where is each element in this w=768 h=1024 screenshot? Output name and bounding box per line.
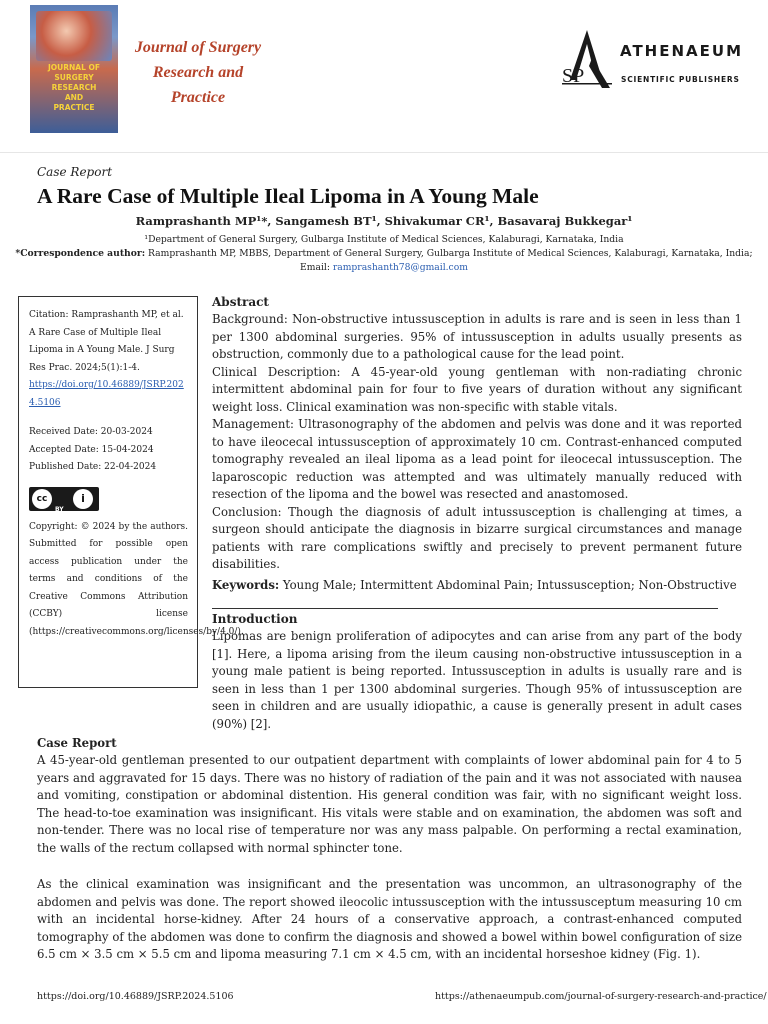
abstract-body xyxy=(212,311,742,574)
article-type: Case Report xyxy=(37,165,113,179)
journal-title xyxy=(118,35,278,110)
introduction-divider xyxy=(212,608,718,609)
keywords-label: Keywords: xyxy=(212,578,280,592)
cc-icon: cc xyxy=(32,489,52,509)
publisher-subtitle: SCIENTIFIC PUBLISHERS xyxy=(621,75,740,84)
cc-by-label: BY xyxy=(55,505,64,513)
introduction-heading: Introduction xyxy=(212,612,298,626)
journal-title-line: Research and xyxy=(152,64,244,81)
correspondence xyxy=(0,248,768,259)
copyright-notice: Copyright: © 2024 by the authors. Submitted for possible open access publication under the terms and conditions of the Creative Commons Attribution (CCBY) license (https://creativecommons.org/licenses/by/4.0/). xyxy=(29,521,244,637)
correspondence-text: Ramprashanth MP, MBBS, Department of General Surgery, Gulbarga Institute of Medical Sciences, Kalaburagi, Karnataka, India; xyxy=(145,248,753,259)
cover-line: RESEARCH xyxy=(51,83,97,92)
abstract-management: Management: Ultrasonography of the abdomen and pelvis was done and it was reported to have ileocecal intussusception of approximately 10 cm. Contrast-enhanced computed tomography revealed an ileal lipoma as a lead point for ileocecal intussusception. The laparoscopic reduction was attempted and was ultimately manually reduced with resection of the lipoma and the bowel was resected and anastomosed. xyxy=(212,417,742,501)
journal-title-line: Practice xyxy=(170,89,226,106)
published-date: Published Date: 22-04-2024 xyxy=(29,462,157,472)
cover-line: PRACTICE xyxy=(53,103,95,112)
affiliation: ¹Department of General Surgery, Gulbarga Institute of Medical Sciences, Kalaburagi, Karnataka, India xyxy=(144,234,624,245)
abstract-background: Background: Non-obstructive intussusception in adults is rare and is seen in less than 1 per 1300 abdominal surgeries. 95% of intussusception in adults usually presents as obstruction, commonly due to a pathological cause for the lead point. xyxy=(212,312,742,361)
introduction-text: Lipomas are benign proliferation of adipocytes and can arise from any part of the body [1]. Here, a lipoma arising from the ileum causing non-obstructive intussusception in a young male patient is being reported. Intussusception in adults is usually rare and is seen in less than 1 per 1300 abdominal surgeries. Though 95% of intussusception are seen in children and are usually idiopathic, a cause is generally present in adult cases (90%) [2]. xyxy=(212,629,742,731)
attribution-icon: i xyxy=(73,489,93,509)
footer-url[interactable]: https://athenaeumpub.com/journal-of-surgery-research-and-practice/ xyxy=(435,991,767,1002)
email-link[interactable]: ramprashanth78@gmail.com xyxy=(332,262,468,273)
publisher-logo-icon xyxy=(556,28,618,92)
citation-text: Citation: Ramprashanth MP, et al. A Rare Case of Multiple Ileal Lipoma in A Young Male. J Surg Res Prac. 2024;5(1):1-4. xyxy=(29,310,184,373)
journal-cover-image xyxy=(30,5,118,133)
publisher-logo-letters: SP xyxy=(562,65,585,87)
cover-illustration xyxy=(36,11,112,61)
keywords xyxy=(212,577,742,595)
header-divider xyxy=(0,152,768,153)
accepted-date: Accepted Date: 15-04-2024 xyxy=(29,444,154,455)
correspondence-label: *Correspondence author: xyxy=(15,248,146,259)
doi-link[interactable]: https://doi.org/10.46889/JSRP.2024.5106 xyxy=(29,380,184,408)
received-date: Received Date: 20-03-2024 xyxy=(29,427,153,437)
keywords-text: Young Male; Intermittent Abdominal Pain; Intussusception; Non-Obstructive xyxy=(279,578,737,592)
email-line xyxy=(0,262,768,273)
abstract-conclusion: Conclusion: Though the diagnosis of adult intussusception is challenging at times, a surgeon should anticipate the diagnosis in bizarre surgical circumstances and manage patients with rare complications swiftly and precisely to prevent permanent future disabilities. xyxy=(212,504,742,571)
case-report-paragraph: A 45-year-old gentleman presented to our outpatient department with complaints of lower abdominal pain for 4 to 5 years and aggravated for 15 days. There was no history of radiation of the pain and it was not associated with nausea and vomiting, constipation or abdominal distention. His general condition was fair, with no significant weight loss. The head-to-toe examination was insignificant. His vitals were stable and on examination, the abdomen was soft and non-tender. There was no local rise of temperature nor was any mass palpable. On performing a rectal examination, the walls of the rectum collapsed with normal sphincter tone. xyxy=(37,753,742,855)
email-label: Email: xyxy=(300,262,333,273)
cover-line: AND xyxy=(64,93,84,102)
cover-title xyxy=(34,63,114,113)
article-dates xyxy=(29,424,188,477)
journal-title-line: Journal of Surgery xyxy=(134,39,262,56)
abstract-heading: Abstract xyxy=(212,295,269,309)
publisher-name: ATHENAEUM xyxy=(620,42,743,60)
author-list: Ramprashanth MP¹*, Sangamesh BT¹, Shivakumar CR¹, Basavaraj Bukkegar¹ xyxy=(135,214,633,228)
case-report-paragraph: As the clinical examination was insignificant and the presentation was uncommon, an ultrasonography of the abdomen and pelvis was done. The report showed ileocolic intussusception with the intussusceptum measuring 10 cm with an incidental horse-kidney. After 24 hours of a conservative approach, a contrast-enhanced computed tomography of the abdomen was done to confirm the diagnosis and showed a bowel within bowel configuration of size 6.5 cm × 3.5 cm × 5.5 cm and lipoma measuring 7.1 cm × 4.5 cm, with an incidental horseshoe kidney (Fig. 1). xyxy=(37,877,742,961)
abstract-clinical: Clinical Description: A 45-year-old young gentleman with non-radiating chronic intermittent abdominal pain for four to five years of duration without any significant weight loss. Clinical examination was non-specific with stable vitals. xyxy=(212,364,742,414)
cover-line: SURGERY xyxy=(54,73,94,82)
cover-line: JOURNAL OF xyxy=(47,63,100,72)
cc-by-license-icon[interactable] xyxy=(29,487,99,511)
article-title: A Rare Case of Multiple Ileal Lipoma in A Young Male xyxy=(37,184,539,208)
footer-doi[interactable]: https://doi.org/10.46889/JSRP.2024.5106 xyxy=(37,991,234,1002)
case-report-heading: Case Report xyxy=(37,736,117,750)
